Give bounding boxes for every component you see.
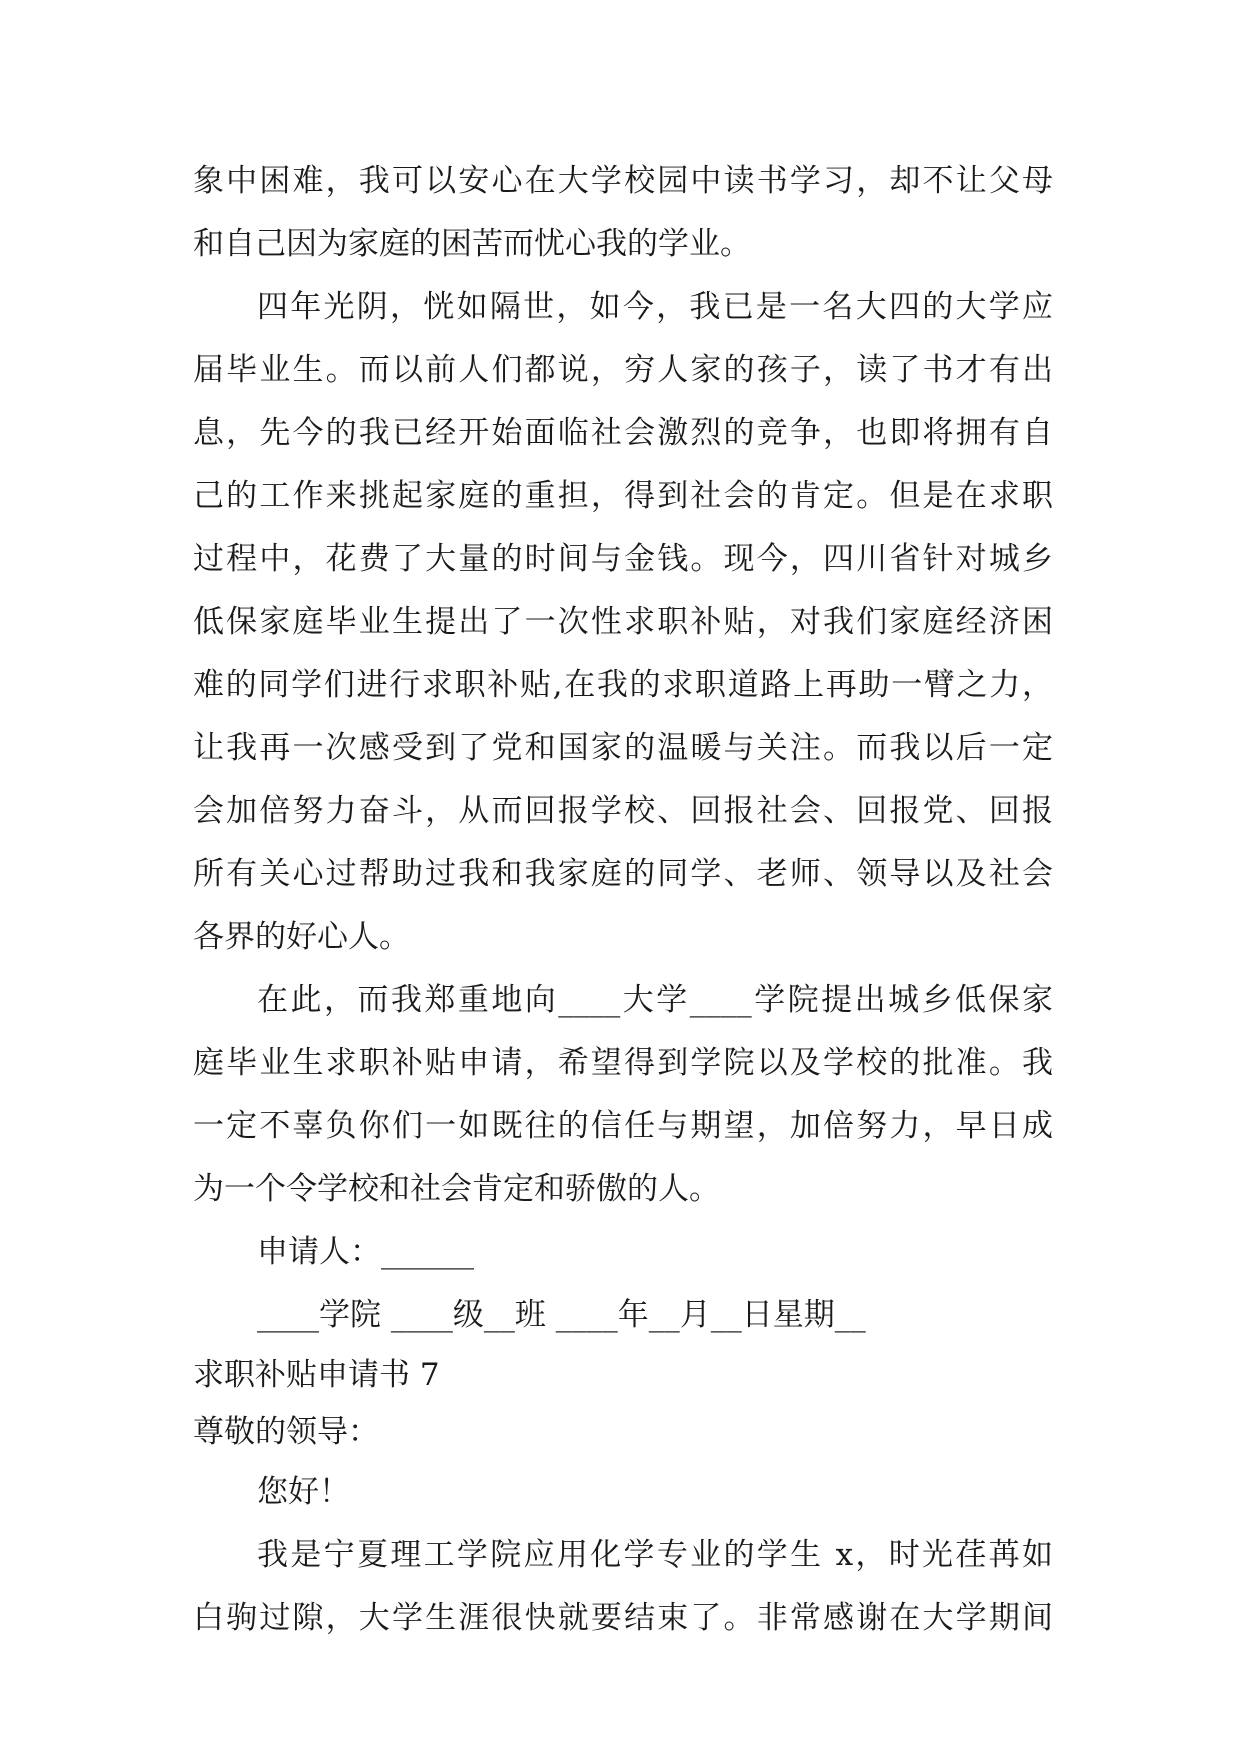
paragraph (193, 969, 1053, 1221)
text-line: 所有关心过帮助过我和我家庭的同学、老师、领导以及社会 (193, 856, 1053, 892)
text-line: 息，先今的我已经开始面临社会激烈的竞争，也即将拥有自 (193, 415, 1053, 451)
text-line: 难的同学们进行求职补贴,在我的求职道路上再助一臂之力， (193, 667, 1053, 703)
section-title: 求职补贴申请书 7 (193, 1357, 440, 1393)
applicant-line: 申请人：______ (257, 1234, 474, 1270)
text-line: 低保家庭毕业生提出了一次性求职补贴，对我们家庭经济困 (193, 604, 1053, 640)
text-line: 各界的好心人。 (193, 919, 410, 955)
text-line: 会加倍努力奋斗，从而回报学校、回报社会、回报党、回报 (193, 793, 1053, 829)
salutation: 尊敬的领导： (193, 1414, 379, 1450)
text-line: 在此，而我郑重地向____大学____学院提出城乡低保家 (257, 982, 1053, 1018)
text-line: 四年光阴，恍如隔世，如今，我已是一名大四的大学应 (257, 289, 1053, 325)
text-line: 届毕业生。而以前人们都说，穷人家的孩子，读了书才有出 (193, 352, 1053, 388)
date-line: ____学院 ____级__班 ____年__月__日星期__ (257, 1297, 866, 1333)
text-line: 庭毕业生求职补贴申请，希望得到学院以及学校的批准。我 (193, 1045, 1053, 1081)
text-line: 为一个令学校和社会肯定和骄傲的人。 (193, 1171, 720, 1207)
paragraph (193, 276, 1053, 969)
paragraph (193, 150, 1053, 276)
letter-section (193, 1347, 1053, 1650)
text-line: 白驹过隙，大学生涯很快就要结束了。非常感谢在大学期间 (193, 1600, 1053, 1636)
text-line: 过程中，花费了大量的时间与金钱。现今，四川省针对城乡 (193, 541, 1053, 577)
document-body (193, 150, 1053, 1650)
text-line: 让我再一次感受到了党和国家的温暖与关注。而我以后一定 (193, 730, 1053, 766)
text-line: 一定不辜负你们一如既往的信任与期望，加倍努力，早日成 (193, 1108, 1053, 1144)
text-line: 己的工作来挑起家庭的重担，得到社会的肯定。但是在求职 (193, 478, 1053, 514)
text-line: 我是宁夏理工学院应用化学专业的学生 x，时光荏苒如 (257, 1537, 1053, 1573)
greeting: 您好！ (257, 1474, 350, 1510)
text-line: 和自己因为家庭的困苦而忧心我的学业。 (193, 226, 751, 262)
text-line: 象中困难，我可以安心在大学校园中读书学习，却不让父母 (193, 163, 1053, 199)
signature-block (193, 1221, 1053, 1347)
